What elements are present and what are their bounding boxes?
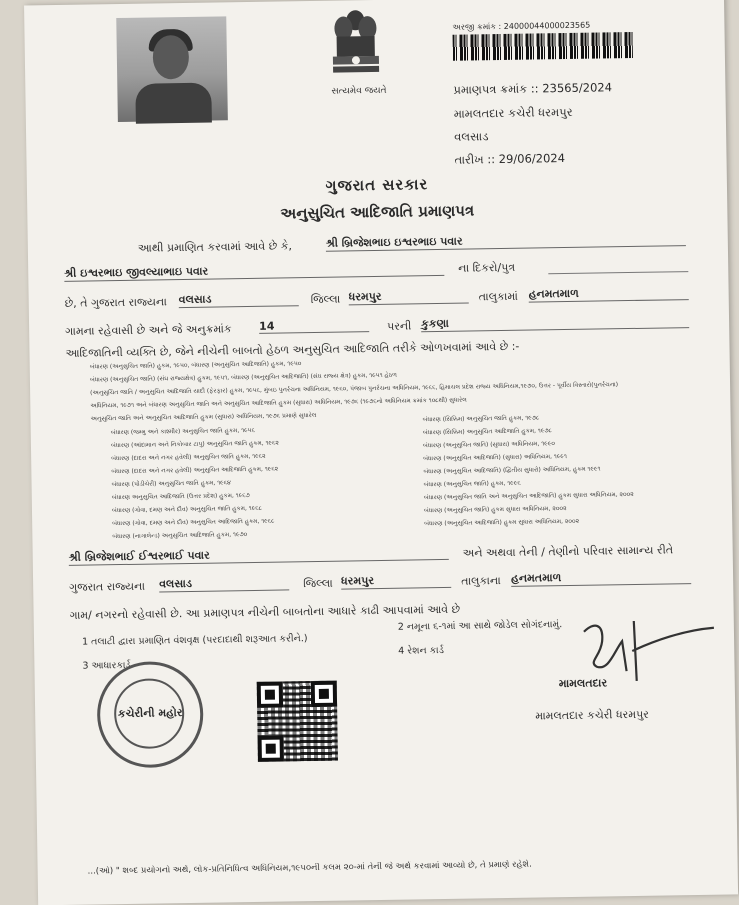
application-number: અરજી ક્રમાંક : 240000440000235​65 bbox=[452, 20, 591, 32]
serial-number: 14 bbox=[259, 318, 369, 334]
basis-item-4: 4 રેશન કાર્ડ bbox=[398, 644, 444, 657]
district-label: જિલ્લા bbox=[310, 292, 341, 307]
basis-item-2: 2 નમૂના ૬-૧માં આ સાથે જોડેલ સોગંદનામું. bbox=[397, 619, 563, 633]
taluka-label: તાલુકામાં bbox=[478, 289, 519, 304]
residence-text: ગામ/ નગરનો રહેવાસી છે. આ પ્રમાણપત્ર નીચેની બાબતોના આધારે કાઢી આપવામાં આવે છે bbox=[69, 602, 461, 622]
village-line-label: ગામના રહેવાસી છે અને જે અનુક્રમાંક bbox=[65, 322, 232, 338]
father-name: શ્રી ઇશ્વરભાઇ જીવલ્યાભાઇ પવાર bbox=[64, 261, 444, 282]
certificate-page bbox=[24, 0, 738, 905]
signatory-title: મામલતદાર bbox=[558, 676, 608, 691]
signatory-office: મામલતદાર કચેરી ધરમપુર bbox=[535, 707, 649, 723]
orders-list: બંધારણ (અનુસુચિત જાતિ) હુકમ, ૧૯૫૦, બંધારણ (અનુસુચિત આદિજાતિ) હુકમ, ૧૯૫૦ બંધારણ (અનુસુચિત જાતિ) (સંઘ રાજ્યક્ષેત્ર) હુકમ, ૧૯૫૧, બંધારણ (અનુસુચિત આદિજાતિ) (સંઘ રાજ્ય ક્ષેત્ર) હુકમ, ૧૯૫૧ હેઠળ (અનુસુચિત જાતિ / અનુસુચિત આદિજાતિ યાદી (ફેરફાર) હુકમ, ૧૯૫૬, મુંબઇ પુનર્રચના અધિનિયમ, ૧૯૬૦, પંજાબ પુનર્રચના અધિનિયમ, ૧૯૬૬, હિમાચલ પ્રદેશ રાજ્ય અધિનિયમ,૧૯૭૦, ઉત્તર - પૂર્વીય વિસ્તારો(પુનર્રચના) અધિનિયમ, ૧૯૭૧ અને બંધારણ અનુસુચિત જાતિ અને અનુસુચિત આદિજાતિ હુકમ (સુધારા) અધિનિયમ, ૧૯૭૬ (૧૯૭૬નો અધિનિયમ ક્રમાંક ૧૦૮થી) સુધારેલ અનુસુચિત જાતિ અને અનુસુચિત આદિજાતિ હુકમ (સુધારા) અધિનિયમ, ૧૯૭૬ પ્રમાણે સુધારેલ bbox=[89, 360, 619, 423]
district-label-2: જિલ્લા bbox=[303, 576, 333, 591]
emblem-motto: સત્યમેવ જયતે bbox=[331, 85, 387, 97]
orders-right-column: બંધારણ (સિક્કિમ) અનુસુચિત જાતિ હુકમ, ૧૯૭૮ બંધારણ (સિક્કિમ) અનુસુચિત આદિજાતિ હુકમ, ૧૯૭૮ બંધારણ (અનુસુચિત જાતિ) (સુધારા) અધિનિયમ, ૧૯૯૦ બંધારણ (અનુસુચિત આદિજાતિ) (સુધારા) અધિનિયમ, ૧૯૯૧ બંધારણ (અનુસુચિત આદિજાતિ) (દ્વિતીય સુધારો) અધિનિયમ, હુકમ ૧૯૯૧ બંધારણ (અનુસુચિત જાતિ) હુકમ, ૧૯૯૬ બંધારણ (અનુસુચિત જાતિ અને અનુસુચિત આદિજાતિ) હુકમ સુધારા અધિનિયમ, ૨૦૦૨ બંધારણ (અનુસુચિત જાતિ) હુકમ સુધારા અધિનિયમ, ૨૦૦૨ બંધારણ (અનુસુચિત આદિજાતિ) હુકમ સુધારા અધિનિયમ, ૨૦૦૨ bbox=[422, 414, 634, 528]
taluka-name-2: ધરમપુર bbox=[341, 573, 451, 590]
state-prefix: છે, તે ગુજરાત રાજ્યના bbox=[64, 295, 167, 310]
son-of-label: ના દિકરો/પુત્ર bbox=[458, 260, 516, 275]
certificate-title: અનુસુચિત આદિજાતિ પ્રમાણપત્ર bbox=[280, 201, 475, 223]
village-name: હનમતમાળ bbox=[529, 285, 689, 303]
tribe-declaration: આદિજાતિની વ્યક્તિ છે, જેને નીચેની બાબતો હેઠળ અનુસુચિત આદિજાતિ તરીકે ઓળખવામાં આવે છે :- bbox=[65, 339, 520, 360]
basis-item-1: 1 તલાટી દ્વારા પ્રમાણિત વંશવૃક્ષ (પરદાદાથી શરૂઆત કરીને.) bbox=[81, 633, 308, 648]
orders-left-column: બંધારણ (જમ્મુ અને કાશ્મીર) અનુસુચિત જાતિ હુકમ, ૧૯૫૬ બંધારણ (આંદામાન અને નિકોબાર ટાપુ) અનુસુચિત જાતિ હુકમ, ૧૯૬૨ બંધારણ (દાદરા અને નગર હવેલી) અનુસુચિત જાતિ હુકમ, ૧૯૬૨ બંધારણ (દાદરા અને નગર હવેલી) અનુસુચિત આદિજાતિ હુકમ, ૧૯૬૨ બંધારણ (પોંડીચેરી) અનુસુચિત જાતિ હુકમ, ૧૯૬૪ બંધારણ અનુસુચિત આદિજાતિ (ઉત્તર પ્રદેશ) હુકમ, ૧૯૬૭ બંધારણ (ગોવા, દમણ અને દીવ) અનુસુચિત જાતિ હુકમ, ૧૯૬૮ બંધારણ (ગોવા, દમણ અને દીવ) અનુસુચિત આદિજાતિ હુકમ, ૧૯૬૮ બંધારણ (નાગાલેન્ડ) અનુસુચિત આદિજાતિ હુકમ, ૧૯૭૦ bbox=[110, 426, 279, 541]
footer-note: ...(ઓ) " શબ્દ પ્રયોગનો અર્થ, લોક-પ્રતિનિધિત્વ અધિનિયમ,૧૯૫૦ની કલમ ૨૦-માં તેની જે અર્થ કરવામાં આવ્યો છે, તે પ્રમાણે રહેશે. bbox=[87, 859, 532, 877]
caste-name: કુકણા bbox=[421, 313, 689, 332]
seal-text: કચેરીની મહોર bbox=[117, 706, 183, 721]
certificate-number-label: પ્રમાણપત્ર ક્રમાંક bbox=[453, 81, 528, 97]
state-prefix-2: ગુજરાત રાજ્યના bbox=[69, 579, 146, 594]
office-seal bbox=[96, 661, 204, 769]
date-label: તારીખ :: bbox=[454, 152, 496, 167]
taluka-label-2: તાલુકાના bbox=[461, 574, 501, 588]
issuing-office: મામલતદાર કચેરી ધરમપુર bbox=[453, 104, 573, 121]
issue-date: 29/06/2024 bbox=[498, 151, 566, 167]
certificate-number: :: 23565/2024 bbox=[530, 80, 613, 96]
person-name: શ્રી બ્રિજેશભાઇ ઇશ્વરભાઇ પવાર bbox=[326, 231, 686, 252]
taluka-name: ધરમપુર bbox=[349, 289, 469, 306]
family-text: અને અથવા તેની / તેણીનો પરિવાર સામાન્ય રીતે bbox=[462, 543, 674, 560]
barcode bbox=[453, 32, 633, 61]
village-name-2: હનમતમાળ bbox=[511, 569, 691, 587]
applicant-photo bbox=[116, 16, 228, 122]
basis-item-3: 3 આધારકાર્ડ bbox=[82, 659, 131, 672]
person-name-repeat: શ્રી બ્રિજેશભાઈ ઈશ્વરભાઈ પવાર bbox=[69, 545, 449, 566]
government-title: ગુજરાત સરકાર bbox=[325, 175, 429, 195]
certify-text: આથી પ્રમાણિત કરવામાં આવે છે કે, bbox=[137, 239, 293, 255]
district-name-2: વલસાડ bbox=[159, 575, 289, 592]
caste-label: પરની bbox=[387, 319, 412, 333]
issuing-district: વલસાડ bbox=[454, 129, 489, 144]
qr-code bbox=[257, 681, 338, 762]
district-name: વલસાડ bbox=[179, 291, 299, 308]
national-emblem-icon bbox=[324, 6, 387, 91]
